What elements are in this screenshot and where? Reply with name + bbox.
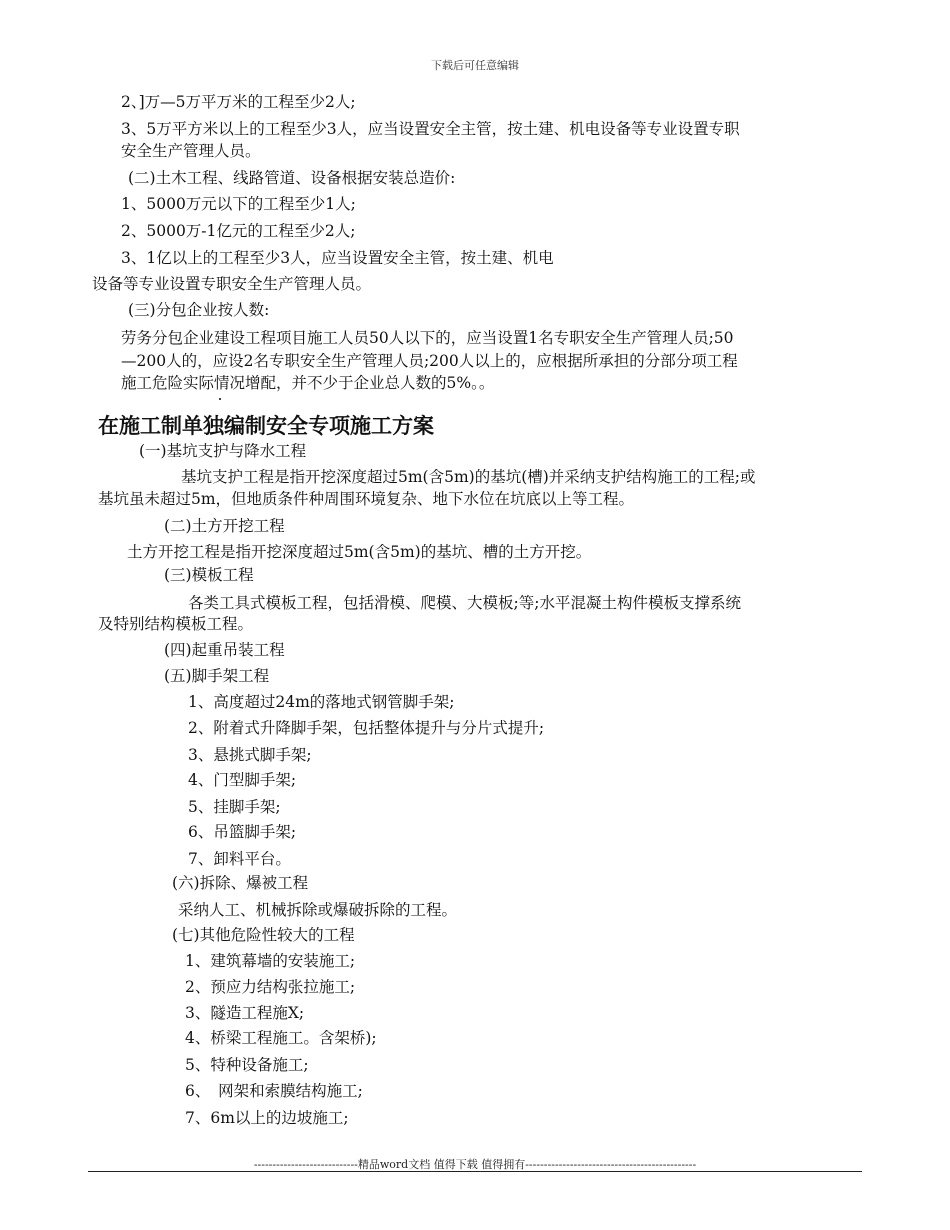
section-c-line2: 及特别结构模板工程。	[98, 615, 254, 633]
stray-dot	[219, 398, 221, 400]
list-item: 5、挂脚手架;	[188, 798, 281, 816]
section-d-heading: (四)起重吊装工程	[164, 641, 285, 659]
line-s2-2: 2、5000万-1亿元的工程至少2人;	[121, 222, 356, 240]
list-item: 7、6m以上的边坡施工;	[185, 1109, 349, 1127]
section-f-heading: (六)拆除、爆被工程	[172, 874, 309, 892]
line-top-2a: 3、5万平方米以上的工程至少3人，应当设置安全主管，按土建、机电设备等专业设置专职	[121, 120, 740, 138]
list-item: 2、预应力结构张拉施工;	[185, 978, 356, 996]
list-item: 4、门型脚手架;	[188, 771, 297, 789]
line-s2-3a: 3、1亿以上的工程至少3人，应当设置安全主管，按土建、机电	[121, 249, 554, 267]
list-item: 1、建筑幕墙的安装施工;	[185, 952, 356, 970]
section-c-heading: (三)模板工程	[164, 566, 254, 584]
page-title: 在施工制单独编制安全专项施工方案	[98, 414, 434, 438]
list-item: 2、附着式升降脚手架，包括整体提升与分片式提升;	[188, 719, 545, 737]
line-s3-c: 施工危险实际情况增配，并不少于企业总人数的5%。。	[121, 374, 495, 392]
section-f-line1: 采纳人工、机械拆除或爆破拆除的工程。	[178, 901, 458, 919]
section-e-heading: (五)脚手架工程	[164, 667, 270, 685]
section-c-line1: 各类工具式模板工程，包括滑模、爬模、大模板;等;水平混凝土构件模板支撑系统	[188, 594, 741, 612]
footer-rule	[88, 1171, 862, 1172]
section-a-line2: 基坑虽未超过5m，但地质条件种周围环境复杂、地下水位在坑底以上等工程。	[98, 490, 635, 508]
list-item: 3、悬挑式脚手架;	[188, 746, 312, 764]
line-s3-a: 劳务分包企业建设工程项目施工人员50人以下的，应当设置1名专职安全生产管理人员;50	[121, 329, 734, 347]
section-g-heading: (七)其他危险性较大的工程	[172, 926, 355, 944]
page-header: 下载后可任意编辑	[431, 59, 519, 72]
section-b-heading: (二)土方开挖工程	[164, 517, 285, 535]
list-item: 4、桥梁工程施工。含架桥);	[185, 1029, 377, 1047]
page-footer: ----------------------------精品word文档 值得下载 值得拥有----------------------------------------------	[253, 1158, 697, 1171]
section-a-heading: (一)基坑支护与降水工程	[139, 442, 307, 460]
section-a-line1: 基坑支护工程是指开挖深度超过5m(含5m)的基坑(槽)并采纳支护结构施工的工程;或	[181, 468, 756, 486]
list-item: 6、 网架和索膜结构施工;	[185, 1082, 363, 1100]
line-top-1: 2、]万—5万平万米的工程至少2人;	[121, 93, 356, 111]
subheading-2: (二)土木工程、线路管道、设备根据安装总造价:	[128, 169, 456, 187]
list-item: 6、吊篮脚手架;	[188, 823, 297, 841]
subheading-3: (三)分包企业按人数:	[128, 301, 270, 319]
line-s3-b: —200人的，应设2名专职安全生产管理人员;200人以上的，应根据所承担的分部分项工程	[121, 352, 738, 370]
line-s2-1: 1、5000万元以下的工程至少1人;	[121, 195, 356, 213]
list-item: 5、特种设备施工;	[185, 1056, 309, 1074]
section-b-line1: 土方开挖工程是指开挖深度超过5m(含5m)的基坑、槽的土方开挖。	[127, 543, 592, 561]
line-s2-3b: 设备等专业设置专职安全生产管理人员。	[92, 275, 372, 293]
list-item: 1、高度超过24m的落地式钢管脚手架;	[188, 693, 455, 711]
list-item: 7、卸料平台。	[188, 850, 291, 868]
line-top-2b: 安全生产管理人员。	[121, 142, 261, 160]
list-item: 3、隧造工程施X;	[185, 1004, 305, 1022]
